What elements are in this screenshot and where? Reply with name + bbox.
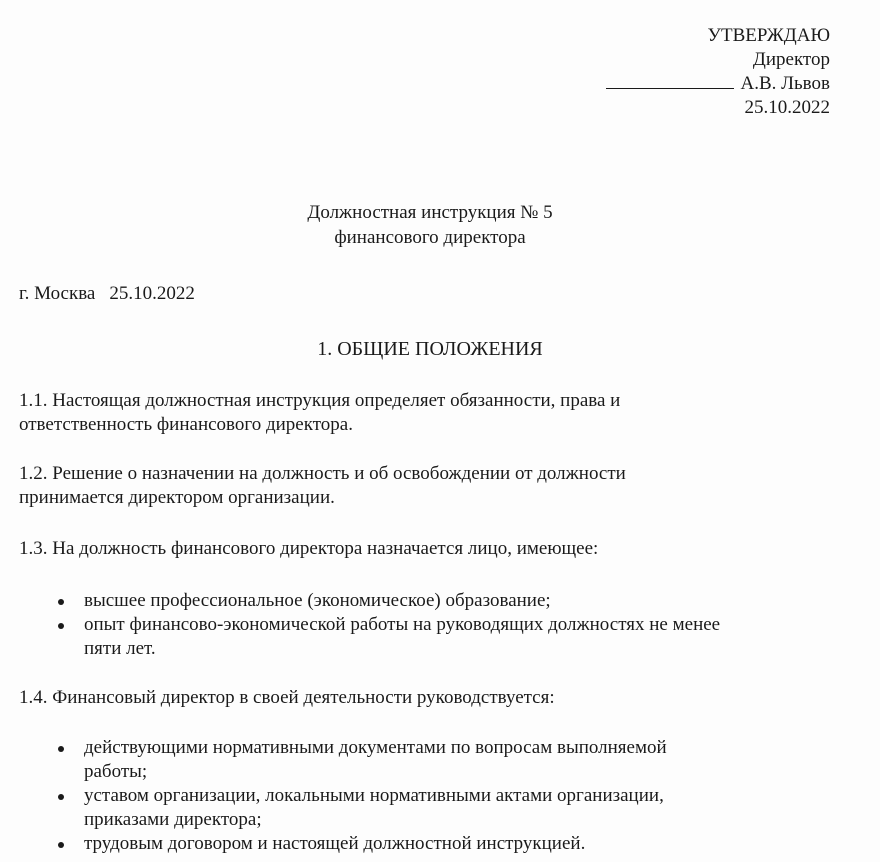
approval-name: А.В. Львов (740, 73, 830, 94)
bullet-icon (58, 746, 64, 752)
list-1-3 (58, 589, 828, 661)
list-item (58, 784, 828, 832)
paragraph-1-2 (19, 462, 819, 510)
approval-date: 25.10.2022 (744, 97, 830, 118)
paragraph-line: 1.3. На должность финансового директора назначается лицо, имеющее: (19, 538, 599, 559)
list-item-line: приказами директора; (84, 809, 262, 830)
paragraph-line: принимается директором организации. (19, 487, 335, 508)
city: г. Москва (19, 283, 96, 304)
list-item-line: уставом организации, локальными нормативными актами организации, (84, 785, 664, 806)
list-item-line: опыт финансово-экономической работы на руководящих должностях не менее (84, 614, 721, 635)
bullet-icon (58, 599, 64, 605)
list-item (58, 589, 828, 613)
paragraph-1-3 (19, 537, 819, 561)
paragraph-line: 1.4. Финансовый директор в своей деятельности руководствуется: (19, 687, 555, 708)
list-item-line: высшее профессиональное (экономическое) образование; (84, 590, 551, 611)
approval-position: Директор (752, 49, 830, 70)
bullet-icon (58, 842, 64, 848)
document-title-line-1: Должностная инструкция № 5 (307, 202, 553, 223)
list-item (58, 736, 828, 784)
document-title-line-2: финансового директора (334, 227, 526, 248)
list-item-line: пяти лет. (84, 638, 156, 659)
document-title (0, 200, 860, 250)
bullet-icon (58, 794, 64, 800)
approval-heading: УТВЕРЖДАЮ (707, 25, 830, 46)
approval-signature-row (606, 72, 830, 96)
paragraph-1-4 (19, 686, 819, 710)
paragraph-line: 1.2. Решение о назначении на должность и об освобождении от должности (19, 463, 626, 484)
document-date: 25.10.2022 (109, 283, 195, 304)
list-item-line: действующими нормативными документами по вопросам выполняемой (84, 737, 667, 758)
place-date (19, 282, 195, 306)
list-item-line: работы; (84, 761, 148, 782)
list-1-4 (58, 736, 828, 856)
section-heading: 1. ОБЩИЕ ПОЛОЖЕНИЯ (317, 338, 543, 360)
signature-line (606, 74, 734, 89)
approval-block (606, 24, 830, 120)
list-item (58, 832, 828, 856)
list-item (58, 613, 828, 661)
paragraph-1-1 (19, 389, 819, 437)
paragraph-line: 1.1. Настоящая должностная инструкция определяет обязанности, права и (19, 390, 621, 411)
bullet-icon (58, 623, 64, 629)
paragraph-line: ответственность финансового директора. (19, 414, 353, 435)
list-item-line: трудовым договором и настоящей должностной инструкцией. (84, 833, 586, 854)
